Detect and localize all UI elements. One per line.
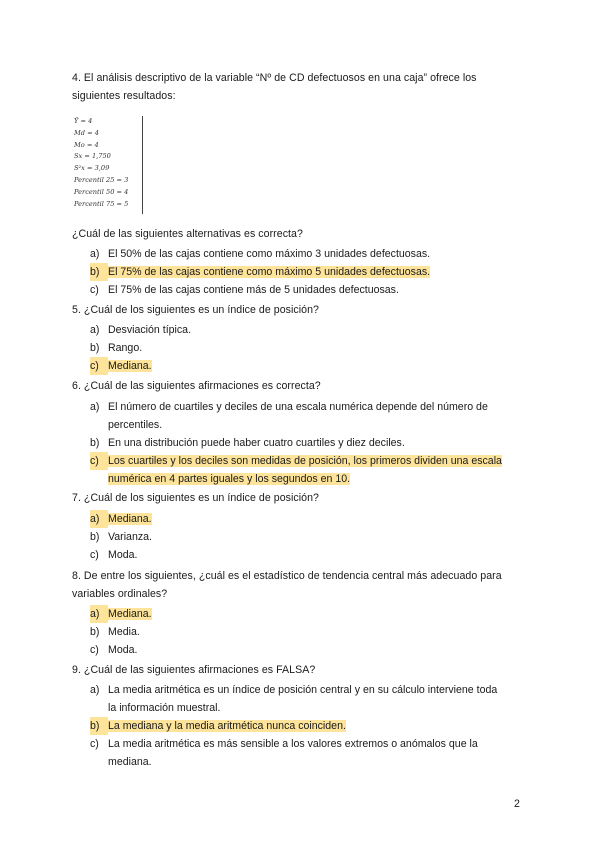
option-label: c) (90, 357, 108, 375)
option-text-line2: percentiles. (108, 419, 163, 431)
stat-p75: Percentil 75 = 5 (74, 199, 129, 208)
option-text-line1: La media aritmética es un índice de posición central y en su cálculo interviene toda (108, 684, 498, 696)
page-number: 2 (514, 798, 520, 810)
stat-variance: S²x = 3,09 (74, 164, 110, 173)
stat-p25: Percentil 25 = 3 (74, 175, 129, 184)
option-label: b) (90, 717, 108, 735)
q9-question: 9. ¿Cuál de las siguientes afirmaciones es FALSA? (72, 664, 316, 676)
q8-question-line1: 8. De entre los siguientes, ¿cuál es el estadístico de tendencia central más adecuado para (72, 570, 502, 582)
option-text-line2: la información muestral. (108, 702, 221, 714)
stat-mean: Ȳ = 4 (74, 117, 93, 125)
option-text: Moda. (108, 549, 138, 561)
option-text-highlighted: La mediana y la media aritmética nunca coinciden. (108, 720, 346, 732)
option-text-highlighted-line2: numérica en 4 partes iguales y los segundos en 10. (108, 473, 351, 485)
option-label: c) (90, 738, 99, 750)
option-text: Moda. (108, 644, 138, 656)
option-text: Desviación típica. (108, 324, 192, 336)
option-text: El 50% de las cajas contiene como máximo 3 unidades defectuosas. (108, 248, 431, 260)
option-label: a) (90, 324, 100, 336)
option-label: b) (90, 437, 100, 449)
q5-question: 5. ¿Cuál de los siguientes es un índice de posición? (72, 304, 319, 316)
stat-median: Md = 4 (74, 128, 99, 137)
stat-sd: Sx = 1,750 (74, 152, 111, 161)
q4-stats-table (74, 116, 143, 214)
option-label: c) (90, 284, 99, 296)
option-label: a) (90, 605, 108, 623)
q4-question: ¿Cuál de las siguientes alternativas es correcta? (72, 228, 303, 240)
q6-question: 6. ¿Cuál de las siguientes afirmaciones es correcta? (72, 380, 321, 392)
q4-intro-line2: siguientes resultados: (72, 90, 176, 102)
option-text-highlighted-line1: Los cuartiles y los deciles son medidas de posición, los primeros dividen una escala (108, 455, 502, 467)
q4-intro-line1: 4. El análisis descriptivo de la variable “Nº de CD defectuosos en una caja” ofrece los (72, 72, 477, 84)
option-label: a) (90, 248, 100, 260)
q8-question-line2: variables ordinales? (72, 588, 168, 600)
option-label: c) (90, 549, 99, 561)
option-label: c) (90, 452, 108, 470)
option-text-line1: La media aritmética es más sensible a los valores extremos o anómalos que la (108, 738, 478, 750)
stat-mode: Mo = 4 (74, 140, 99, 149)
option-label: a) (90, 401, 100, 413)
option-label: a) (90, 510, 108, 528)
option-text-highlighted: Mediana. (108, 513, 152, 525)
option-label: b) (90, 263, 108, 281)
option-text-line1: En una distribución puede haber cuatro cuartiles y diez deciles. (108, 437, 405, 449)
option-label: b) (90, 626, 100, 638)
q7-question: 7. ¿Cuál de los siguientes es un índice de posición? (72, 492, 319, 504)
option-label: a) (90, 684, 100, 696)
option-text: Varianza. (108, 531, 152, 543)
option-text: El 75% de las cajas contiene más de 5 unidades defectuosas. (108, 284, 399, 296)
stat-p50: Percentil 50 = 4 (74, 187, 129, 196)
option-text-highlighted: Mediana. (108, 360, 152, 372)
option-text: Rango. (108, 342, 143, 354)
option-text-line2: mediana. (108, 756, 152, 768)
option-text-line1: El número de cuartiles y deciles de una escala numérica depende del número de (108, 401, 488, 413)
option-text: Media. (108, 626, 140, 638)
option-label: c) (90, 644, 99, 656)
option-text-highlighted: El 75% de las cajas contiene como máximo 5 unidades defectuosas. (108, 266, 431, 278)
option-text-highlighted: Mediana. (108, 608, 152, 620)
option-label: b) (90, 342, 100, 354)
option-label: b) (90, 531, 100, 543)
